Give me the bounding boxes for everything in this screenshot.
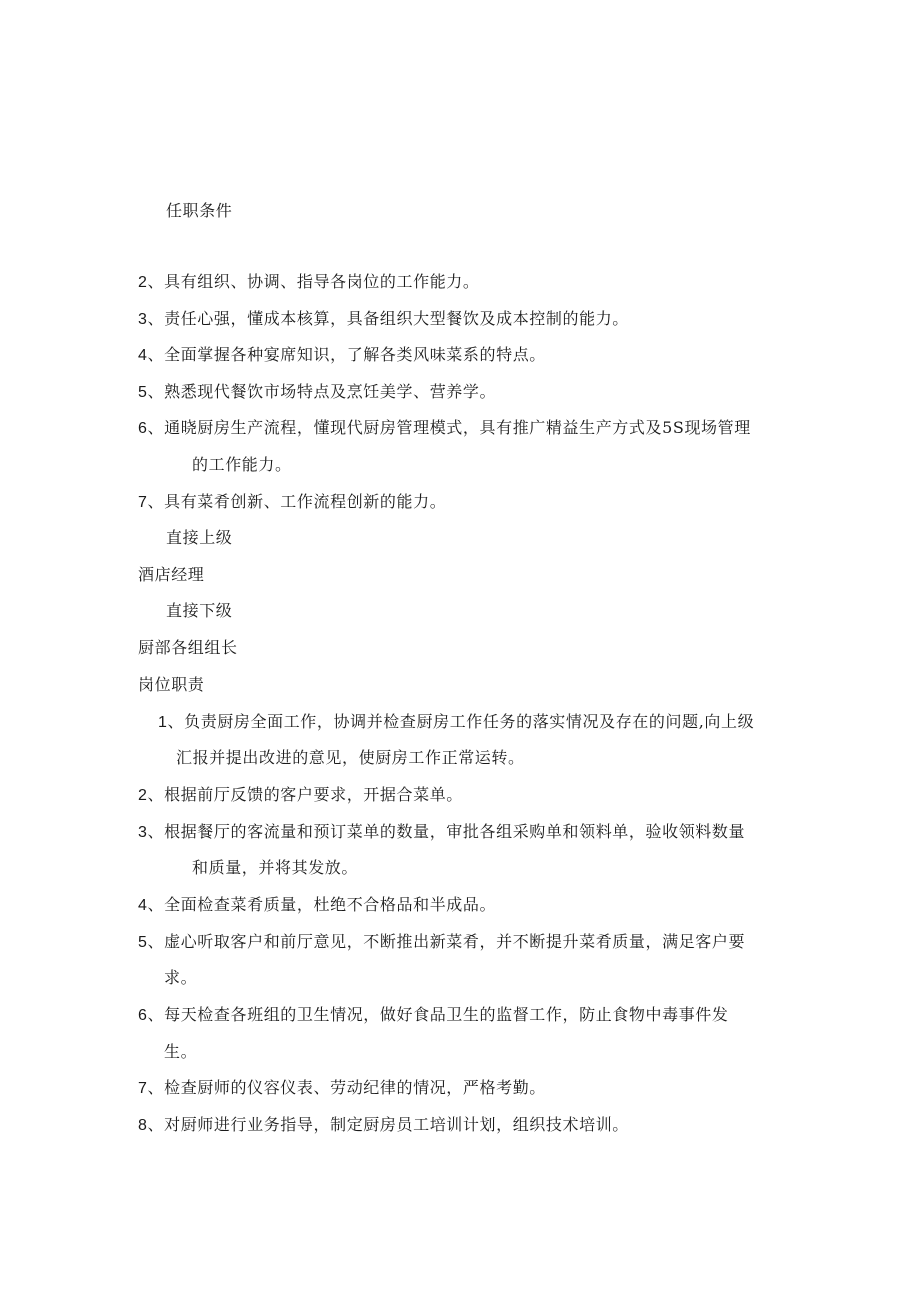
- duty-item: [138, 895, 496, 916]
- subordinate-heading: 直接下级: [166, 601, 233, 620]
- item-text: 、具有菜肴创新、工作流程创新的能力。: [147, 492, 447, 511]
- requirement-item: [138, 418, 751, 439]
- requirement-item: [138, 272, 480, 293]
- item-text: 、责任心强，懂成本核算，具备组织大型餐饮及成本控制的能力。: [147, 309, 629, 328]
- duty-item: [138, 822, 745, 843]
- item-text: 、根据餐厅的客流量和预订菜单的数量，审批各组采购单和领料单，验收领料数量: [147, 822, 746, 841]
- duty-item: [158, 712, 754, 733]
- item-number: 6: [138, 420, 148, 437]
- subordinate-value: 厨部各组组长: [138, 638, 238, 657]
- duty-item-continuation: 汇报并提出改进的意见，使厨房工作正常运转。: [176, 748, 525, 767]
- item-text: 、检查厨师的仪容仪表、劳动纪律的情况，严格考勤。: [147, 1078, 546, 1097]
- item-text: 、对厨师进行业务指导，制定厨房员工培训计划，组织技术培训。: [147, 1115, 629, 1134]
- item-text: 、负责厨房全面工作，协调并检查厨房工作任务的落实情况及存在的问题,向上级: [167, 712, 755, 731]
- duty-item-continuation: 生。: [164, 1042, 198, 1061]
- item-number: 6: [138, 1007, 148, 1024]
- item-number: 7: [138, 1080, 148, 1097]
- item-number: 1: [158, 714, 168, 731]
- item-number: 4: [138, 347, 148, 364]
- item-number: 5: [138, 384, 148, 401]
- requirement-item-continuation: 的工作能力。: [192, 455, 292, 474]
- requirement-item: [138, 492, 446, 513]
- requirement-item: [138, 309, 629, 330]
- item-text: 、每天检查各班组的卫生情况，做好食品卫生的监督工作，防止食物中毒事件发: [147, 1005, 729, 1024]
- duty-item: [138, 1005, 729, 1026]
- item-number: 8: [138, 1117, 148, 1134]
- item-number: 2: [138, 274, 148, 291]
- item-text: 、熟悉现代餐饮市场特点及烹饪美学、营养学。: [147, 382, 497, 401]
- duties-heading: 岗位职责: [138, 675, 205, 694]
- item-text: 、根据前厅反馈的客户要求，开据合菜单。: [147, 785, 463, 804]
- superior-heading: 直接上级: [166, 528, 233, 547]
- requirement-item: [138, 382, 496, 403]
- item-number: 2: [138, 787, 148, 804]
- item-number: 3: [138, 824, 148, 841]
- duty-item-continuation: 求。: [164, 968, 198, 987]
- duty-item: [138, 932, 745, 953]
- duty-item: [138, 1078, 546, 1099]
- item-text: 、全面掌握各种宴席知识，了解各类风味菜系的特点。: [147, 345, 546, 364]
- item-number: 4: [138, 897, 148, 914]
- duty-item: [138, 1115, 629, 1136]
- item-number: 5: [138, 934, 148, 951]
- item-text: 、全面检查菜肴质量，杜绝不合格品和半成品。: [147, 895, 497, 914]
- item-text: 、虚心听取客户和前厅意见，不断推出新菜肴，并不断提升菜肴质量，满足客户要: [147, 932, 746, 951]
- duty-item: [138, 785, 463, 806]
- superior-value: 酒店经理: [138, 565, 205, 584]
- item-text: 、具有组织、协调、指导各岗位的工作能力。: [147, 272, 480, 291]
- duty-item-continuation: 和质量，并将其发放。: [192, 858, 359, 877]
- item-number: 7: [138, 494, 148, 511]
- requirement-item: [138, 345, 546, 366]
- item-number: 3: [138, 311, 148, 328]
- item-text: 、通晓厨房生产流程，懂现代厨房管理模式，具有推广精益生产方式及5S现场管理: [147, 418, 751, 437]
- requirements-heading: 任职条件: [166, 201, 233, 220]
